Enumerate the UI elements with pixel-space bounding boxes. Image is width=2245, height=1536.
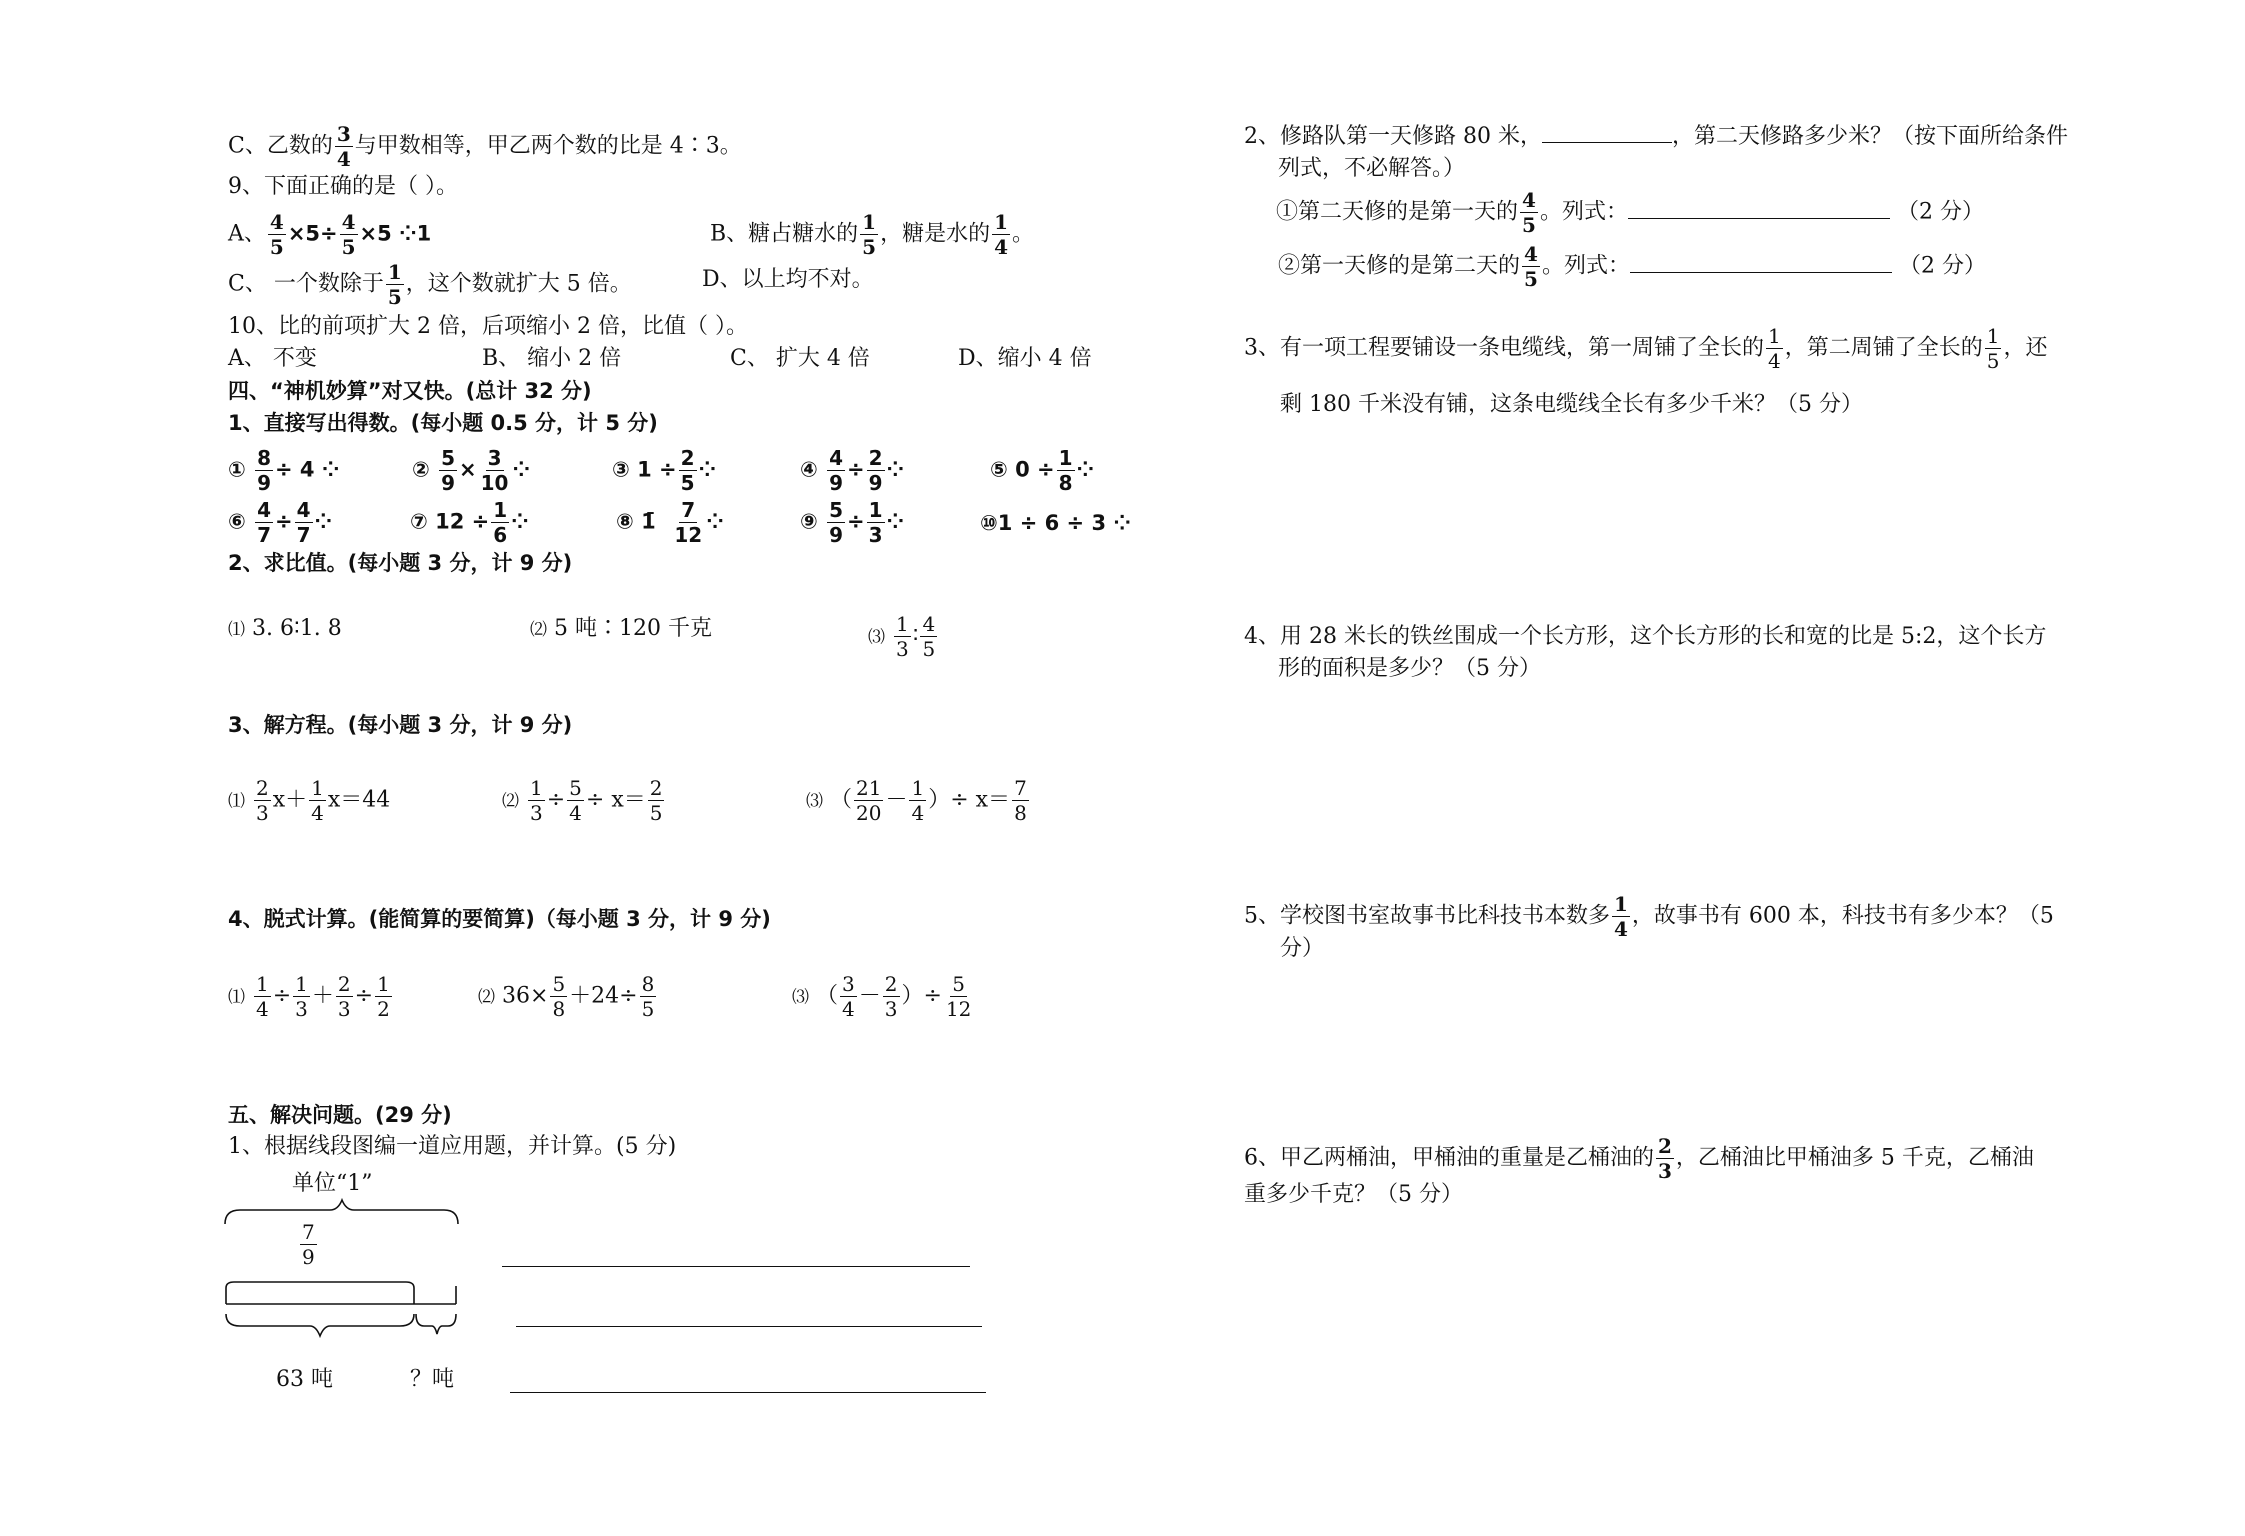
ratio-item-2: ⑵ 5 吨∶120 千克 [530, 616, 712, 641]
r-question-5-line-2: 分） [1280, 936, 1325, 961]
mental-math-item: ⑦ 12 ÷ $\frac{1}{6}$ ⁘ [410, 498, 529, 547]
r-question-5-line-1: 5、学校图书室故事书比科技书本数多 $\frac{1}{4}$ ，故事书有 600 本，科技书有多少本？（5 [1244, 892, 2054, 941]
section-5-heading: 五、解决问题。(29 分) [228, 1103, 452, 1127]
formula-blank-2[interactable] [1630, 272, 1892, 273]
q9-option-b: B、糖占糖水的 $\frac{1}{5}$ ，糖是水的 $\frac{1}{4}$ 。 [710, 210, 1035, 259]
r-question-4-line-2: 形的面积是多少？（5 分） [1278, 656, 1541, 681]
r-question-3-line-2: 剩 180 千米没有铺，这条电缆线全长有多少千米？（5 分） [1280, 392, 1863, 417]
equation-1: ⑴ $\frac{2}{3}$ x＋ $\frac{1}{4}$ x＝44 [228, 776, 391, 825]
top-brace [225, 1200, 458, 1224]
q9-option-c: C、 一个数除于 $\frac{1}{5}$ ，这个数就扩大 5 倍。 [228, 260, 632, 309]
formula-blank-1[interactable] [1628, 218, 1890, 219]
text: 与甲数相等，甲乙两个数的比是 4∶3。 [354, 133, 742, 159]
r-question-2-sub-2: ②第一天修的是第二天的 $\frac{4}{5}$ 。列式： （2 分） [1278, 242, 1986, 291]
section-4-heading: 四、“神机妙算”对又快。(总计 32 分) [228, 379, 592, 403]
r-question-6-line-1: 6、甲乙两桶油，甲桶油的重量是乙桶油的 $\frac{2}{3}$ ，乙桶油比甲桶油多 5 千克，乙桶油 [1244, 1134, 2034, 1183]
fraction: $\frac{3}{4}$ [336, 122, 351, 171]
r-question-4-line-1: 4、用 28 米长的铁丝围成一个长方形，这个长方形的长和宽的比是 5:2，这个长方 [1244, 624, 2047, 649]
ratio-item-3: ⑶ $\frac{1}{3}$ ∶ $\frac{4}{5}$ [868, 612, 936, 661]
diagram-fraction: $\frac{7}{9}$ [302, 1220, 315, 1269]
ratio-item-1: ⑴ 3. 6∶1. 8 [228, 616, 342, 641]
q10-option-d: D、缩小 4 倍 [958, 346, 1092, 371]
equation-3: ⑶ （ $\frac{21}{20}$ － $\frac{1}{4}$ ）÷ x＝ $\frac{7}{8}$ [806, 776, 1027, 825]
part-2-title: 2、求比值。(每小题 3 分，计 9 分) [228, 551, 573, 575]
part-1-title: 1、直接写出得数。(每小题 0.5 分，计 5 分) [228, 411, 658, 435]
question-9: 9、下面正确的是（ ）。 [228, 174, 458, 199]
calc-2: ⑵ 36× $\frac{5}{8}$ ＋24÷ $\frac{8}{5}$ [478, 972, 655, 1021]
option-c-line [228, 124, 742, 169]
mental-math-item: ③ 1 ÷ $\frac{2}{5}$ ⁘ [612, 446, 717, 495]
r-question-2-line-1: 2、修路队第一天修路 80 米， ，第二天修路多少米？（按下面所给条件 [1244, 124, 2068, 149]
part-3-title: 3、解方程。(每小题 3 分，计 9 分) [228, 713, 573, 737]
q10-option-a: A、 不变 [228, 346, 317, 371]
part-4-title: 4、脱式计算。(能简算的要简算)（每小题 3 分，计 9 分) [228, 907, 771, 931]
q9-option-a: A、 $\frac{4}{5}$ ×5÷ $\frac{4}{5}$ ×5 ⁘1 [228, 210, 432, 259]
text: C、乙数的 [228, 133, 333, 159]
question-10: 10、比的前项扩大 2 倍，后项缩小 2 倍，比值（ ）。 [228, 314, 748, 339]
q9-option-d: D、以上均不对。 [702, 267, 874, 292]
mental-math-item: ④ $\frac{4}{9}$ ÷ $\frac{2}{9}$ ⁘ [800, 446, 905, 495]
answer-line-2[interactable] [516, 1326, 982, 1327]
s5-question-1: 1、根据线段图编一道应用题，并计算。(5 分) [228, 1134, 677, 1159]
mental-math-item: ⑩1 ÷ 6 ÷ 3 ⁘ [980, 511, 1131, 535]
diagram-label-known: 63 吨 [276, 1367, 333, 1392]
diagram-unit-label: 单位“1” [292, 1171, 373, 1196]
bottom-brace-left [226, 1314, 414, 1336]
mental-math-item: ⑧ 1̄ $\frac{7}{12}$ ⁘ [616, 498, 724, 547]
r-question-2-line-2: 列式，不必解答。） [1278, 156, 1466, 181]
bottom-brace-right [416, 1314, 456, 1334]
q10-option-c: C、 扩大 4 倍 [730, 346, 870, 371]
mental-math-item: ⑨ $\frac{5}{9}$ ÷ $\frac{1}{3}$ ⁘ [800, 498, 905, 547]
r-question-6-line-2: 重多少千克？（5 分） [1244, 1182, 1463, 1207]
r-question-2-sub-1: ①第二天修的是第一天的 $\frac{4}{5}$ 。列式： （2 分） [1276, 188, 1984, 237]
mental-math-item: ⑥ $\frac{4}{7}$ ÷ $\frac{4}{7}$ ⁘ [228, 498, 333, 547]
segment-known [226, 1282, 414, 1304]
calc-1: ⑴ $\frac{1}{4}$ ÷ $\frac{1}{3}$ ＋ $\frac{2}{3}$ ÷ $\frac{1}{2}$ [228, 972, 390, 1021]
mental-math-item: ① $\frac{8}{9}$ ÷ 4 ⁘ [228, 446, 340, 495]
calc-3: ⑶ （ $\frac{3}{4}$ － $\frac{2}{3}$ ）÷ $\frac{5}{12}$ [792, 972, 972, 1021]
answer-line-3[interactable] [510, 1392, 986, 1393]
mental-math-item: ⑤ 0 ÷ $\frac{1}{8}$ ⁘ [990, 446, 1095, 495]
equation-2: ⑵ $\frac{1}{3}$ ÷ $\frac{5}{4}$ ÷ x＝ $\frac{2}{5}$ [502, 776, 663, 825]
diagram-label-unknown: ？吨 [410, 1367, 455, 1392]
q10-option-b: B、 缩小 2 倍 [482, 346, 622, 371]
mental-math-item: ② $\frac{5}{9}$ × $\frac{3}{10}$ ⁘ [412, 446, 531, 495]
answer-line-1[interactable] [502, 1266, 970, 1267]
condition-blank[interactable] [1542, 142, 1672, 143]
r-question-3-line-1: 3、有一项工程要铺设一条电缆线，第一周铺了全长的 $\frac{1}{4}$ ，第二周铺了全长的 $\frac{1}{5}$ ，还 [1244, 324, 2048, 373]
